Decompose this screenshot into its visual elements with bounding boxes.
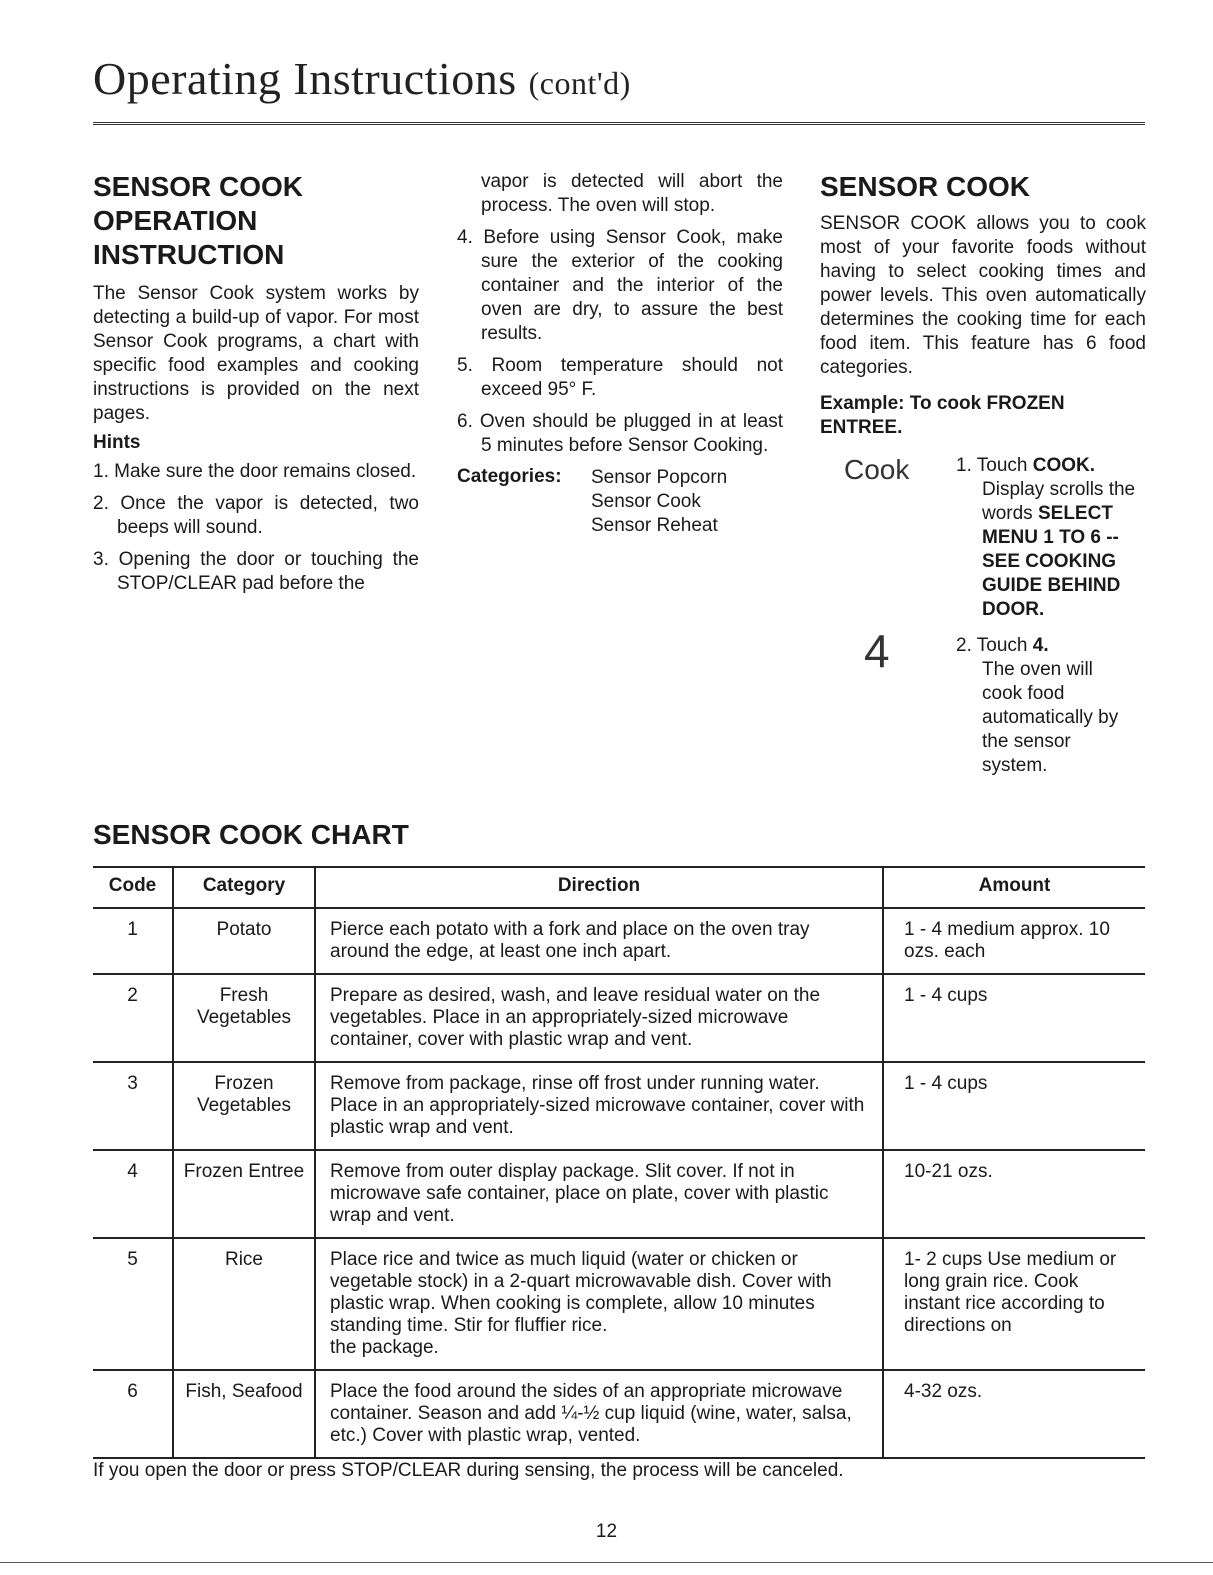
cell-amount: 1 - 4 medium approx. 10 ozs. each: [883, 908, 1145, 974]
cell-code: 5: [93, 1238, 173, 1370]
intro-paragraph: The Sensor Cook system works by detecting a build-up of vapor. For most Sensor Cook programs, a chart with specific food examples and cooking instructions is provided on the next pages.: [93, 283, 419, 424]
number-4-pad-icon: 4: [864, 625, 890, 677]
column-hints-continued: [457, 170, 783, 538]
direction-text-tail: the package.: [330, 1337, 439, 1358]
cell-code: 4: [93, 1150, 173, 1238]
cell-category: Potato: [173, 908, 315, 974]
column-sensor-cook: [820, 170, 1146, 804]
hint-item: 5. Room temperature should not exceed 95° F.: [457, 355, 783, 400]
cell-category: Frozen Entree: [173, 1150, 315, 1238]
step-1: [820, 454, 1146, 634]
hint-item: 6. Oven should be plugged in at least 5 minutes before Sensor Cooking.: [457, 411, 783, 456]
cell-category: Fresh Vegetables: [173, 974, 315, 1062]
chart-title: SENSOR COOK CHART: [93, 819, 409, 850]
chart-footnote: If you open the door or press STOP/CLEAR during sensing, the process will be canceled.: [93, 1460, 844, 1481]
step-number: 1.: [956, 455, 972, 476]
cell-direction: Pierce each potato with a fork and place on the oven tray around the edge, at least one inch apart.: [315, 908, 883, 974]
hint-item: 4. Before using Sensor Cook, make sure the exterior of the cooking container and the interior of the oven are dry, to assure the best results.: [457, 227, 783, 344]
heading-line-1: SENSOR COOK: [93, 171, 304, 202]
step-1-text: [956, 454, 1148, 622]
cell-category: Frozen Vegetables: [173, 1062, 315, 1150]
cell-code: 2: [93, 974, 173, 1062]
cell-amount: 1 - 4 cups: [883, 1062, 1145, 1150]
cook-pad-icon: Cook: [844, 454, 910, 485]
step-detail: Display scrolls the words: [982, 479, 1136, 524]
step-action: Touch: [976, 455, 1028, 476]
hints-label: Hints: [93, 432, 141, 453]
step-2: [820, 625, 1146, 804]
category-item: Sensor Popcorn: [591, 467, 728, 488]
hint-item: 1. Make sure the door remains closed.: [93, 461, 417, 482]
hints-list: [93, 460, 419, 596]
cell-amount: 10-21 ozs.: [883, 1150, 1145, 1238]
table-row: [93, 1062, 1145, 1150]
direction-text: Place rice and twice as much liquid (water or chicken or vegetable stock) in a 2-quart microwavable dish. Cover with plastic wrap. When cooking is complete, allow 10 minutes standing time. Stir for fluffier rice.: [330, 1249, 832, 1336]
page-header: [93, 52, 1145, 125]
example-heading: Example: To cook FROZEN ENTREE.: [820, 393, 1065, 438]
cell-direction: [315, 1238, 883, 1370]
hints-list-continued: [457, 226, 783, 458]
hint-continuation: vapor is detected will abort the process. The oven will stop.: [481, 171, 783, 216]
column-operation-instruction: [93, 170, 419, 604]
cell-code: 6: [93, 1370, 173, 1458]
step-action: Touch: [976, 635, 1028, 656]
table-header-row: [93, 867, 1145, 908]
cell-category: Rice: [173, 1238, 315, 1370]
cell-category: Fish, Seafood: [173, 1370, 315, 1458]
column-header-category: Category: [173, 867, 315, 908]
cell-direction: Place the food around the sides of an appropriate microwave container. Season and add ¼-½ cup liquid (wine, water, salsa, etc.) Cover with plastic wrap, vented.: [315, 1370, 883, 1458]
hint-item: 3. Opening the door or touching the STOP/CLEAR pad before the: [93, 549, 419, 594]
sensor-cook-chart-table: [93, 866, 1145, 1459]
categories-label: Categories:: [457, 466, 562, 487]
bottom-rule: [0, 1562, 1213, 1563]
section-heading-operation: [93, 170, 419, 272]
cell-code: 3: [93, 1062, 173, 1150]
cell-amount: 1- 2 cups Use medium or long grain rice. Cook instant rice according to directions on: [883, 1238, 1145, 1370]
column-header-direction: Direction: [315, 867, 883, 908]
cell-amount: 4-32 ozs.: [883, 1370, 1145, 1458]
step-2-text: [956, 634, 1148, 778]
cell-amount: 1 - 4 cups: [883, 974, 1145, 1062]
category-item: Sensor Reheat: [591, 515, 718, 536]
table-row: [93, 1370, 1145, 1458]
step-number: 2.: [956, 635, 972, 656]
table-row: [93, 1238, 1145, 1370]
page-title: [93, 52, 631, 105]
page-number: 12: [595, 1521, 618, 1542]
table-row: [93, 974, 1145, 1062]
title-subtitle: (cont'd): [528, 65, 631, 101]
cell-direction: Prepare as desired, wash, and leave residual water on the vegetables. Place in an appropriately-sized microwave container, cover with plastic wrap and vent.: [315, 974, 883, 1062]
heading-line-2: OPERATION: [93, 205, 258, 236]
cell-code: 1: [93, 908, 173, 974]
categories-list: [591, 466, 727, 538]
table-row: [93, 908, 1145, 974]
step-action-key: 4.: [1032, 635, 1049, 656]
section-heading-sensor-cook: SENSOR COOK: [820, 171, 1031, 202]
hint-item: 2. Once the vapor is detected, two beeps will sound.: [93, 493, 419, 538]
step-detail: The oven will cook food automatically by the sensor system.: [982, 659, 1119, 776]
heading-line-3: INSTRUCTION: [93, 239, 285, 270]
column-header-code: Code: [93, 867, 173, 908]
categories-block: [457, 466, 783, 538]
cell-direction: Remove from package, rinse off frost under running water. Place in an appropriately-sized microwave container, cover with plastic wrap and vent.: [315, 1062, 883, 1150]
step-display-text: SELECT MENU 1 TO 6 -- SEE COOKING GUIDE BEHIND DOOR.: [982, 503, 1121, 620]
category-item: Sensor Cook: [591, 491, 701, 512]
table-row: [93, 1150, 1145, 1238]
step-action-key: COOK.: [1032, 455, 1096, 476]
cell-direction: Remove from outer display package. Slit cover. If not in microwave safe container, place on plate, cover with plastic wrap and vent.: [315, 1150, 883, 1238]
column-header-amount: Amount: [883, 867, 1145, 908]
sensor-cook-intro: SENSOR COOK allows you to cook most of your favorite foods without having to select cooking times and power levels. This oven automatically determines the cooking time for each food item. This feature has 6 food categories.: [820, 213, 1146, 378]
title-text: Operating Instructions: [93, 53, 517, 104]
